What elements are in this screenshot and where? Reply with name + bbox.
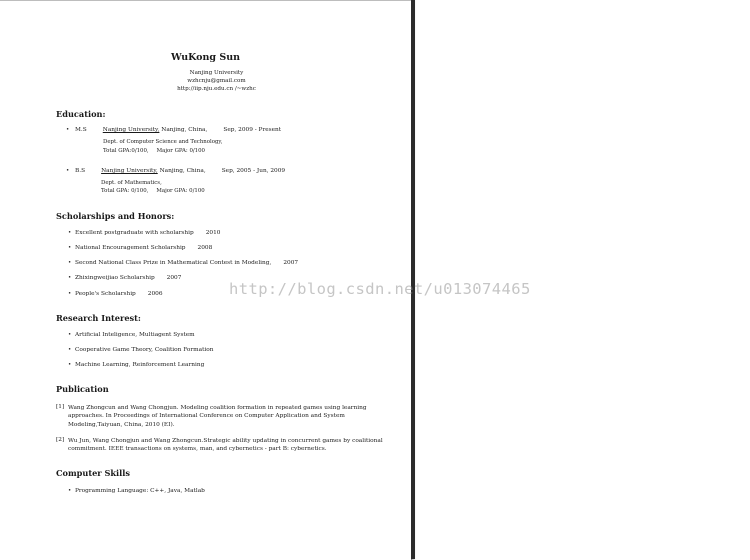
bullet-icon: •: [68, 347, 72, 353]
gpa-line: [101, 188, 205, 194]
honor-year: 2006: [147, 291, 163, 297]
honor-name: Second National Class Prize in Mathematical Contest in Modeling,: [75, 260, 272, 266]
skills-heading: Computer Skills: [56, 468, 130, 478]
honor-name: Excellent postgraduate with scholarship: [75, 230, 194, 236]
publication-entry: Wu Jun, Wang Chongjun and Wang Zhongcun.Strategic ability updating in concurrent games by coalitional commitment. IEEE transactions on systems, man, and cybernetics - part B: cybernetics.: [68, 438, 383, 453]
bullet-icon: •: [68, 332, 72, 338]
total-gpa: Total GPA: 0/100,: [101, 188, 149, 194]
bullet-icon: •: [68, 488, 72, 494]
list-item: Artificial Inteligence, Multiagent System: [75, 332, 195, 338]
major-gpa: Major GPA: 0/100: [156, 188, 205, 194]
bullet-icon: •: [68, 275, 72, 281]
education-heading: Education:: [56, 109, 106, 119]
watermark-text: http://blog.csdn.net/u013074465: [229, 280, 531, 298]
publication-number: [1]: [56, 404, 65, 410]
location: Nanjing, China,: [159, 127, 208, 133]
scholarships-heading: Scholarships and Honors:: [56, 211, 175, 221]
dates: Sep, 2009 - Present: [223, 127, 282, 133]
publication-entry: Wang Zhongcun and Wang Chongjun. Modeling coalition formation in repeated games using learning approaches. In Proceedings of International Conference on Computer Application and System Modeling,Taiyuan, China, 2010 (EI).: [68, 405, 367, 428]
bullet-icon: •: [66, 168, 70, 174]
department: Dept. of Mathematics,: [101, 180, 162, 186]
degree: B.S: [75, 168, 86, 174]
honor-year: 2010: [205, 230, 221, 236]
publication-number: [2]: [56, 437, 65, 443]
list-item: [75, 291, 163, 297]
department: Dept. of Computer Science and Technology,: [103, 139, 223, 145]
honor-name: People's Scholarship: [75, 291, 136, 297]
bullet-icon: •: [68, 291, 72, 297]
list-item: Programming Language: C++, Java, Matlab: [75, 488, 205, 494]
honor-year: 2007: [283, 260, 299, 266]
bullet-icon: •: [68, 362, 72, 368]
honor-year: 2008: [197, 245, 213, 251]
degree: M.S: [75, 127, 87, 133]
list-item: [75, 230, 220, 236]
school: Nanjing University,: [102, 127, 160, 133]
list-item: [75, 275, 181, 281]
list-item: Machine Learning, Reinforcement Learning: [75, 362, 205, 368]
resume-name: WuKong Sun: [170, 52, 241, 63]
location: Nanjing, China,: [157, 168, 206, 174]
education-entry-ms: [75, 127, 281, 133]
research-heading: Research Interest:: [56, 313, 141, 323]
gpa-line: [103, 148, 205, 154]
total-gpa: Total GPA:0/100,: [103, 148, 149, 154]
affiliation: Nanjing University: [189, 70, 244, 76]
honor-name: National Encouragement Scholarship: [75, 245, 186, 251]
bullet-icon: •: [68, 230, 72, 236]
email: wzhcnju@gmail.com: [187, 78, 246, 84]
dates: Sep, 2005 - Jun, 2009: [221, 168, 286, 174]
list-item: [75, 260, 298, 266]
bullet-icon: •: [66, 127, 70, 133]
honor-name: Zhixingweijiao Scholarship: [75, 275, 155, 281]
education-entry-bs: [75, 168, 285, 174]
bullet-icon: •: [68, 260, 72, 266]
list-item: Cooperative Game Theory, Coalition Formation: [75, 347, 214, 353]
list-item: [75, 245, 212, 251]
bullet-icon: •: [68, 245, 72, 251]
honor-year: 2007: [166, 275, 182, 281]
major-gpa: Major GPA: 0/100: [156, 148, 205, 154]
publication-heading: Publication: [56, 384, 109, 394]
homepage-url: http://iip.nju.edu.cn /~wzhc: [177, 86, 256, 92]
school: Nanjing University,: [101, 168, 158, 174]
